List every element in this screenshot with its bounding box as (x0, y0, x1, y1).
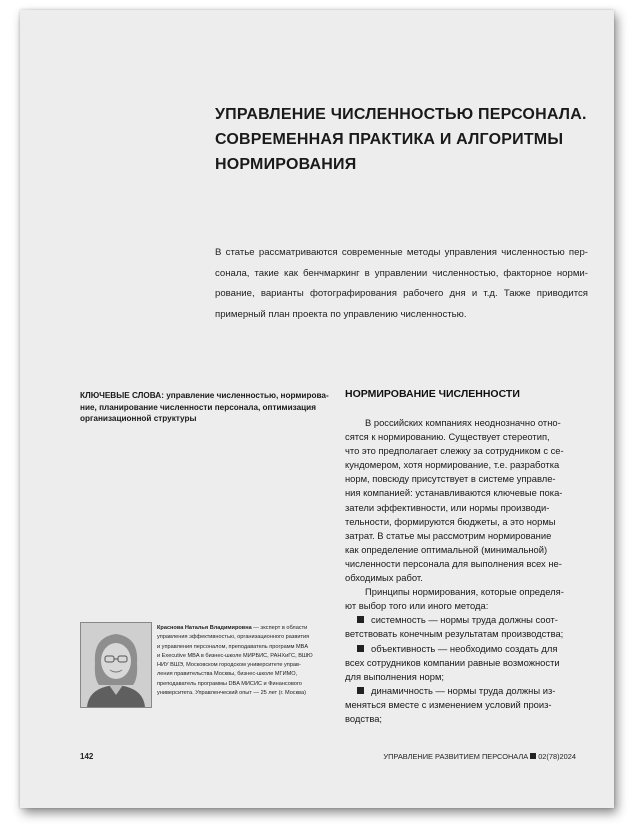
journal-name: УПРАВЛЕНИЕ РАЗВИТИЕМ ПЕРСОНАЛА (383, 752, 529, 761)
body-line: Принципы нормирования, которые определя- (365, 586, 564, 598)
body-line: затрат. В статье мы рассмотрим нормирование (345, 529, 552, 541)
title-line: УПРАВЛЕНИЕ ЧИСЛЕННОСТЬЮ ПЕРСОНАЛА. (215, 106, 587, 123)
bio-line: и управления персоналом, преподаватель программ MBA (157, 643, 309, 650)
body-line: тельности, формируются бюджеты, а это нормы (345, 515, 556, 527)
bio-line: университета. Управленческий опыт — 25 лет (г. Москва) (157, 690, 306, 697)
article-lead (215, 243, 588, 325)
bullet-square-icon (357, 687, 364, 694)
bio-line: преподаватель программы DBA МИСИС и Финансового (157, 680, 302, 687)
author-name: Краснова Наталья Владимировна (157, 625, 252, 631)
body-line: как определение оптимальной (минимальной) (345, 543, 548, 555)
body-line: кундомером, хотя нормирование, т.е. разработка (345, 459, 560, 471)
lead-line: рование, варианты фотографирования рабочего дня и т.д. Также приводится (215, 288, 588, 299)
body-text (345, 416, 595, 726)
author-bio (157, 624, 337, 698)
bio-text: — эксперт в области (251, 625, 308, 631)
bullet-item (345, 613, 595, 627)
journal-footer (383, 752, 576, 761)
bullet-item (345, 684, 595, 698)
body-line: ветствовать конечным результатам производства; (345, 628, 564, 640)
bullet-square-icon (357, 616, 364, 623)
lead-line: сонала, такие как бенчмаркинг в управлении численностью, факторное норми- (215, 267, 588, 279)
body-line: что это предполагает слежку за сотрудником с се- (345, 445, 564, 457)
square-separator-icon (530, 753, 536, 759)
keywords-line: ние, планирование численности персонала, оптимизация (80, 402, 316, 412)
keywords-line: КЛЮЧЕВЫЕ СЛОВА: управление численностью, нормирова- (80, 391, 329, 400)
body-line: меняться вместе с изменением условий произ- (345, 698, 552, 710)
bullet-item (345, 642, 595, 656)
bio-line: НИУ ВШЭ, Московском городском университете управ- (157, 662, 301, 669)
bio-line: управления эффективностью, организационного развития (157, 634, 310, 641)
body-line: ют выбор того или иного метода: (345, 600, 489, 612)
body-line: затели эффективности, или нормы производи- (345, 501, 550, 513)
bullet-text: системность — нормы труда должны соот- (371, 614, 558, 626)
author-portrait-icon (81, 623, 151, 707)
lead-line: В статье рассматриваются современные методы управления численностью пер- (215, 247, 588, 258)
bullet-text: объективность — необходимо создать для (371, 642, 558, 654)
bullet-square-icon (357, 645, 364, 652)
bio-line: ления правительства Москвы, бизнес-школе МГИМО, (157, 671, 298, 678)
body-line: всех сотрудников компании равные возможности (345, 656, 560, 668)
title-line: СОВРЕМЕННАЯ ПРАКТИКА И АЛГОРИТМЫ (215, 131, 564, 148)
title-line: НОРМИРОВАНИЯ (215, 156, 357, 173)
bio-line: и Executive MBA в бизнес-школе МИРБИС, РАНХиГС, ВШЮ (157, 652, 313, 659)
body-line: В российских компаниях неоднозначно отно- (365, 417, 561, 428)
article-title (215, 102, 595, 177)
bio-line (157, 624, 337, 633)
section-heading: НОРМИРОВАНИЕ ЧИСЛЕННОСТИ (345, 388, 520, 400)
journal-issue: 02(78)2024 (538, 752, 576, 761)
author-photo (80, 622, 152, 708)
page-number: 142 (80, 752, 94, 761)
body-line: ния компанией: устанавливаются ключевые пока- (345, 487, 563, 499)
keywords-block (80, 390, 329, 425)
lead-line: примерный план проекта по управлению численностью. (215, 308, 467, 320)
bullet-text: динамичность — нормы труда должны из- (371, 684, 556, 696)
body-line: сятся к нормированию. Существует стереотип, (345, 431, 550, 443)
body-line: численности персонала для выполнения всех не- (345, 557, 562, 569)
body-line: для выполнения норм; (345, 670, 445, 682)
keywords-line: организационной структуры (80, 414, 197, 423)
body-line: норм, повсюду присутствует в системе управле- (345, 473, 556, 485)
body-line: обходимых работ. (345, 572, 423, 584)
document-page (20, 10, 614, 808)
body-line: водства; (345, 712, 383, 724)
